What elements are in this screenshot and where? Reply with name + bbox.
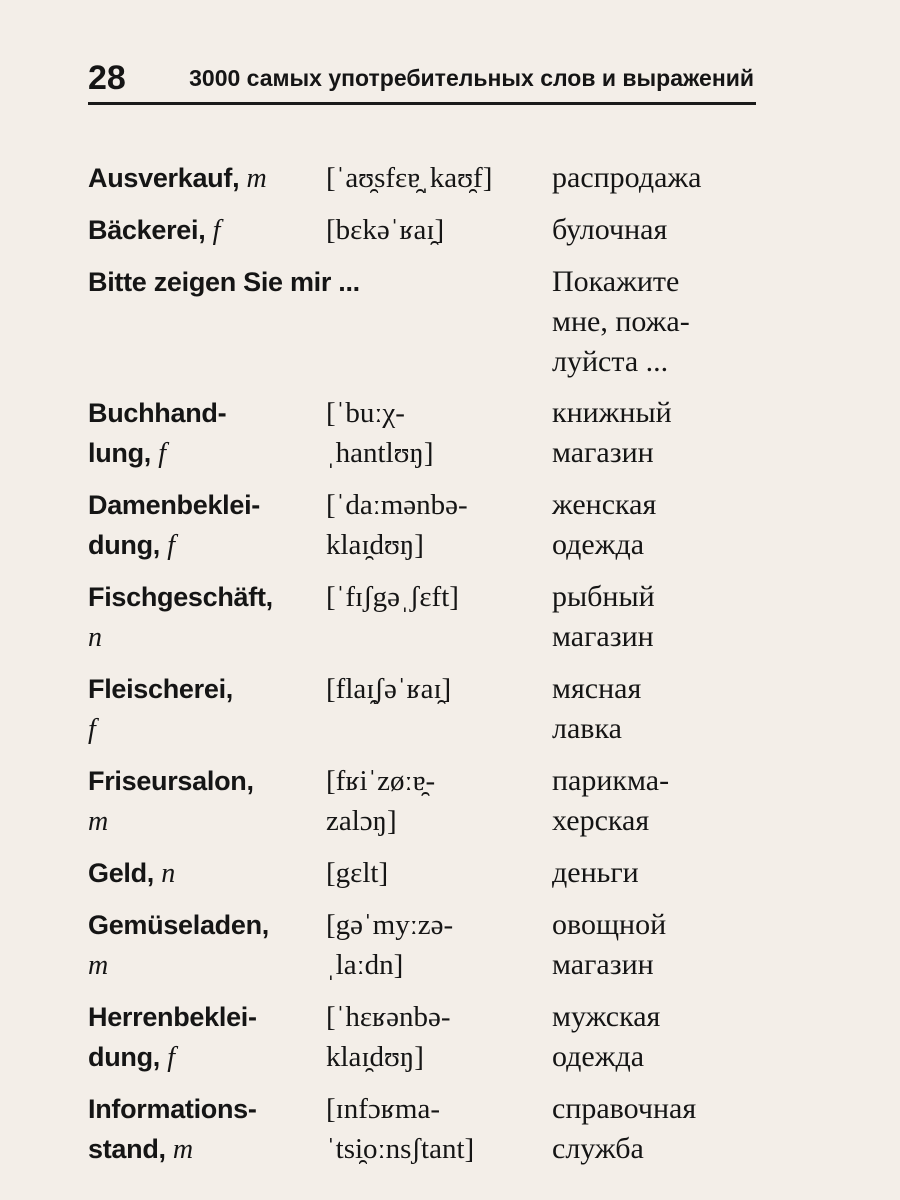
vocabulary-entry	[88, 997, 768, 1078]
pronunciation-line: [ˈbuːχ-	[326, 397, 405, 429]
vocabulary-entry	[88, 158, 768, 199]
translation-line: херская	[552, 804, 650, 837]
translation-line: книжный	[552, 396, 672, 429]
russian-translation	[552, 905, 768, 985]
german-word-line	[88, 1089, 326, 1129]
german-word-line	[88, 905, 326, 945]
russian-translation	[552, 669, 768, 749]
pronunciation-line: [ˈaʊ̯sfɛɐ̯ˌkaʊ̯f]	[326, 162, 493, 194]
vocabulary-entry	[88, 485, 768, 566]
german-word	[88, 262, 552, 302]
vocabulary-list	[88, 158, 768, 1181]
grammatical-gender: f	[88, 714, 96, 745]
translation-line: мясная	[552, 672, 642, 705]
pronunciation	[326, 1089, 552, 1169]
pronunciation-line: ˌlaːdn]	[326, 949, 404, 981]
german-word-text: Herrenbeklei-	[88, 1002, 257, 1032]
german-word-text: Ausverkauf,	[88, 163, 240, 193]
german-word-text: Geld,	[88, 858, 155, 888]
translation-line: служба	[552, 1132, 644, 1165]
german-word-line	[88, 1037, 326, 1078]
translation-line: справочная	[552, 1092, 697, 1125]
translation-line: одежда	[552, 1040, 645, 1073]
russian-translation	[552, 761, 768, 841]
pronunciation-line: [fʁiˈzøːɐ̯-	[326, 765, 436, 797]
pronunciation-line: zalɔŋ]	[326, 805, 397, 837]
german-word-text: Buchhand-	[88, 398, 227, 428]
vocabulary-entry	[88, 905, 768, 986]
vocabulary-entry	[88, 210, 768, 251]
grammatical-gender: f	[167, 1042, 175, 1073]
german-word-line	[88, 393, 326, 433]
pronunciation-line: [flaɪ̯ʃəˈʁaɪ̯]	[326, 673, 452, 705]
translation-line: магазин	[552, 948, 654, 981]
german-word-line	[88, 577, 326, 617]
german-word	[88, 905, 326, 986]
translation-line: луйста ...	[552, 345, 669, 378]
translation-line: магазин	[552, 436, 654, 469]
pronunciation-line: klaɪ̯dʊŋ]	[326, 529, 424, 561]
german-word-line	[88, 801, 326, 842]
german-word-text: stand,	[88, 1134, 166, 1164]
translation-line: мне, пожа-	[552, 305, 690, 338]
vocabulary-entry	[88, 669, 768, 750]
vocabulary-entry	[88, 262, 768, 382]
pronunciation	[326, 905, 552, 985]
page-header	[88, 58, 756, 105]
pronunciation-line: klaɪ̯dʊŋ]	[326, 1041, 424, 1073]
translation-line: магазин	[552, 620, 654, 653]
pronunciation	[326, 485, 552, 565]
pronunciation	[326, 997, 552, 1077]
german-word-text: Bitte zeigen Sie mir ...	[88, 267, 360, 297]
grammatical-gender: m	[246, 163, 267, 194]
german-word-line	[88, 525, 326, 566]
german-word-line	[88, 945, 326, 986]
grammatical-gender: f	[167, 530, 175, 561]
pronunciation	[326, 210, 552, 250]
german-word-text: Friseursalon,	[88, 766, 254, 796]
vocabulary-entry	[88, 1089, 768, 1170]
german-word-line	[88, 1129, 326, 1170]
vocabulary-entry	[88, 853, 768, 894]
translation-line: одежда	[552, 528, 645, 561]
grammatical-gender: m	[172, 1134, 193, 1165]
pronunciation-line: [ɪnfɔʁma-	[326, 1093, 440, 1125]
pronunciation	[326, 577, 552, 617]
translation-line: распродажа	[552, 161, 702, 194]
pronunciation	[326, 669, 552, 709]
pronunciation-line: ˈtsi̯oːnsʃtant]	[326, 1133, 475, 1165]
german-word-line	[88, 617, 326, 658]
pronunciation-line: [bɛkəˈʁaɪ̯]	[326, 214, 445, 246]
german-word	[88, 485, 326, 566]
grammatical-gender: n	[88, 622, 102, 653]
russian-translation	[552, 393, 768, 473]
german-word	[88, 158, 326, 199]
german-word-line	[88, 853, 326, 894]
german-word-line	[88, 669, 326, 709]
grammatical-gender: f	[212, 215, 221, 246]
german-word-line	[88, 210, 326, 251]
grammatical-gender: m	[88, 806, 108, 837]
grammatical-gender: m	[88, 950, 108, 981]
russian-translation	[552, 853, 768, 893]
pronunciation	[326, 761, 552, 841]
russian-translation	[552, 485, 768, 565]
german-word-line	[88, 433, 326, 474]
grammatical-gender: f	[158, 438, 166, 469]
vocabulary-entry	[88, 577, 768, 658]
translation-line: парикма-	[552, 764, 670, 797]
german-word-text: lung,	[88, 438, 151, 468]
german-word-line	[88, 761, 326, 801]
german-word-line	[88, 485, 326, 525]
pronunciation	[326, 158, 552, 198]
translation-line: овощной	[552, 908, 667, 941]
german-word	[88, 1089, 326, 1170]
russian-translation	[552, 1089, 768, 1169]
german-word-line	[88, 709, 326, 750]
german-word-text: dung,	[88, 1042, 160, 1072]
pronunciation	[326, 853, 552, 893]
pronunciation-line: [gɛlt]	[326, 857, 389, 889]
german-word-line	[88, 262, 552, 302]
vocabulary-entry	[88, 761, 768, 842]
pronunciation-line: ˌhantlʊŋ]	[326, 437, 434, 469]
german-word	[88, 393, 326, 474]
pronunciation-line: [gəˈmyːzə-	[326, 909, 454, 941]
russian-translation	[552, 158, 768, 198]
translation-line: женская	[552, 488, 657, 521]
german-word-text: Damenbeklei-	[88, 490, 260, 520]
german-word-line	[88, 997, 326, 1037]
german-word-text: Bäckerei,	[88, 215, 206, 245]
german-word	[88, 761, 326, 842]
page-number: 28	[88, 59, 126, 97]
translation-line: Покажите	[552, 265, 680, 298]
german-word-line	[88, 158, 326, 199]
translation-line: деньги	[552, 856, 639, 889]
translation-line: булочная	[552, 213, 668, 246]
pronunciation-line: [ˈfɪʃgəˌʃɛft]	[326, 581, 459, 613]
grammatical-gender: n	[161, 858, 175, 889]
german-word-text: Fischgeschäft,	[88, 582, 273, 612]
translation-line: мужская	[552, 1000, 661, 1033]
german-word-text: dung,	[88, 530, 160, 560]
german-word	[88, 853, 326, 894]
russian-translation	[552, 210, 768, 250]
german-word-text: Gemüseladen,	[88, 910, 269, 940]
russian-translation	[552, 262, 768, 382]
german-word	[88, 210, 326, 251]
running-title: 3000 самых употребительных слов и выражений	[189, 65, 754, 91]
german-word	[88, 997, 326, 1078]
russian-translation	[552, 577, 768, 657]
german-word-text: Fleischerei,	[88, 674, 233, 704]
translation-line: рыбный	[552, 580, 655, 613]
russian-translation	[552, 997, 768, 1077]
german-word	[88, 669, 326, 750]
translation-line: лавка	[552, 712, 622, 745]
pronunciation	[326, 393, 552, 473]
pronunciation-line: [ˈhɛʁənbə-	[326, 1001, 451, 1033]
german-word	[88, 577, 326, 658]
pronunciation-line: [ˈdaːmənbə-	[326, 489, 468, 521]
german-word-text: Informations-	[88, 1094, 257, 1124]
vocabulary-entry	[88, 393, 768, 474]
